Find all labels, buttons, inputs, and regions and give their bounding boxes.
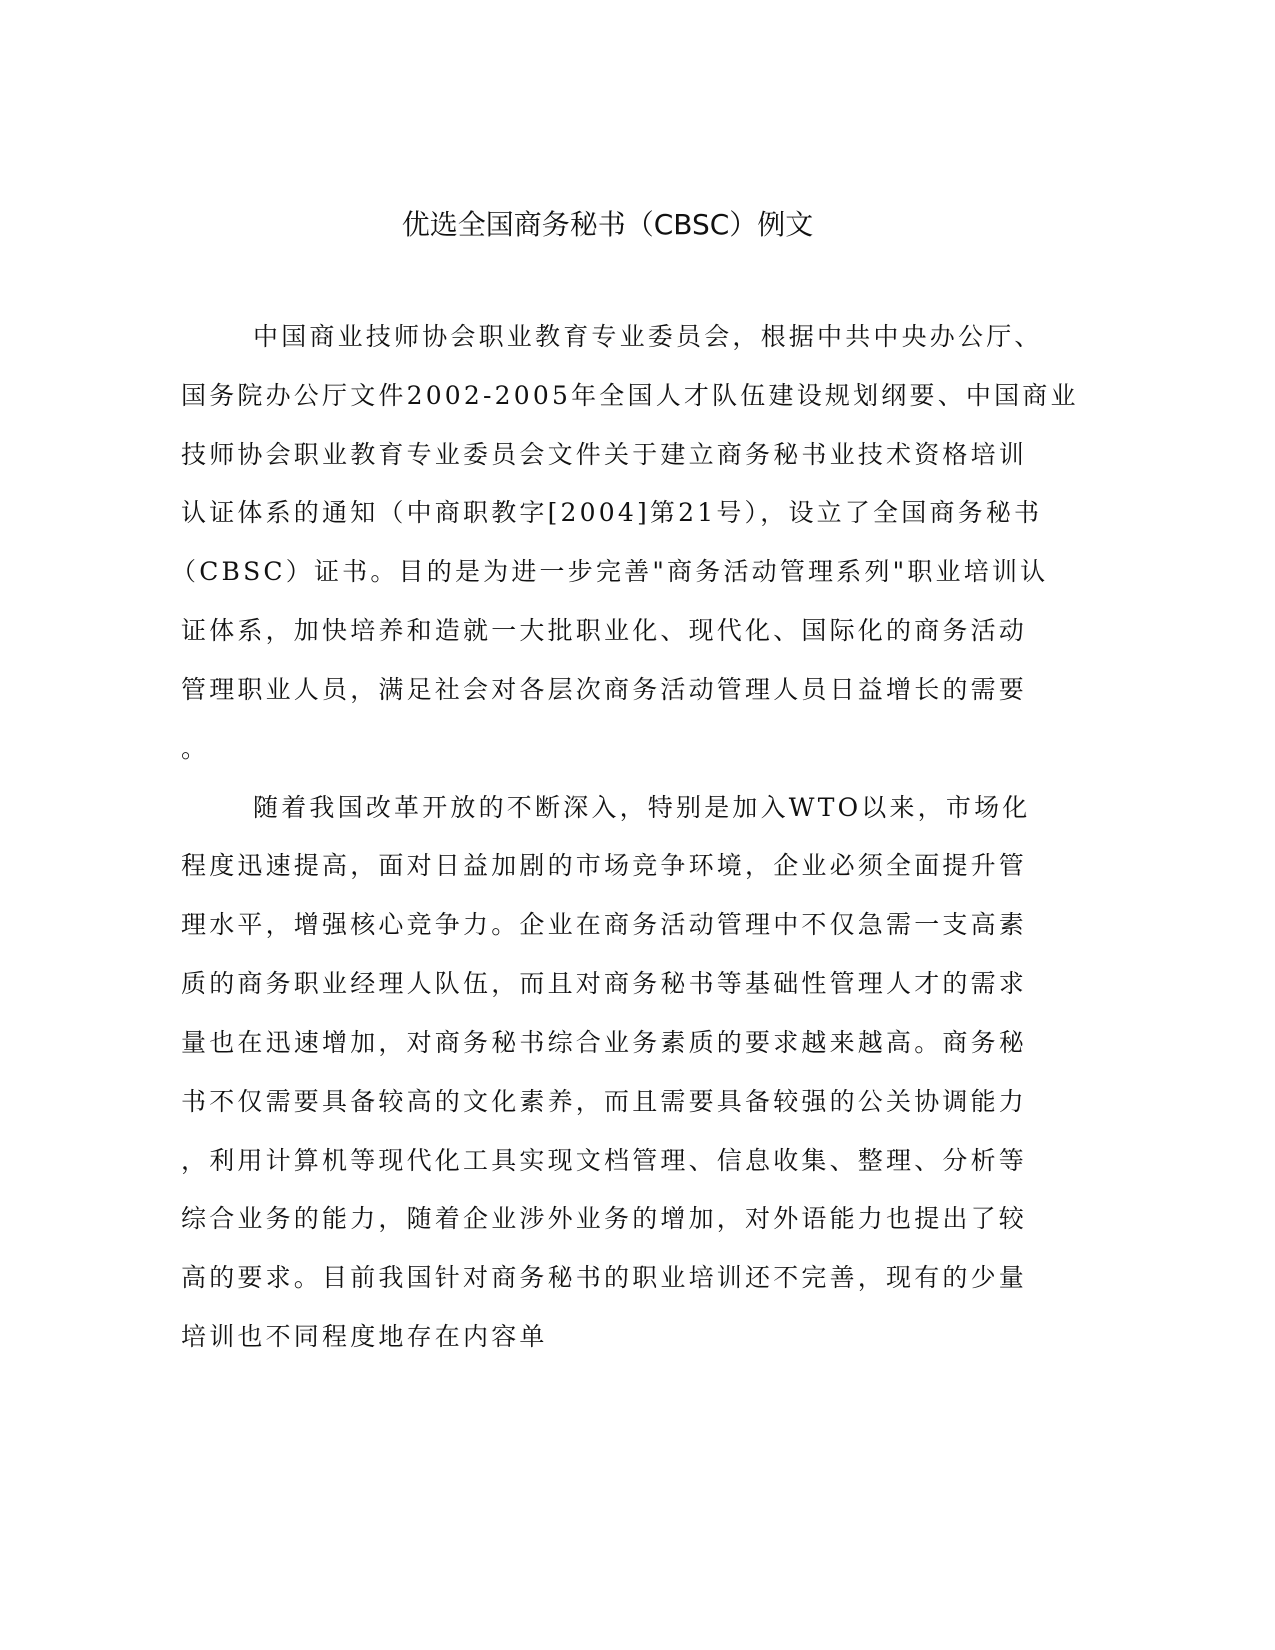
text-line: 随着我国改革开放的不断深入，特别是加入WTO以来，市场化 bbox=[253, 793, 1031, 822]
text-line: 。 bbox=[181, 734, 210, 763]
text-line: 质的商务职业经理人队伍，而且对商务秘书等基础性管理人才的需求 bbox=[181, 969, 1028, 998]
text-line: 中国商业技师协会职业教育专业委员会，根据中共中央办公厅、 bbox=[253, 322, 1043, 351]
text-line: 管理职业人员，满足社会对各层次商务活动管理人员日益增长的需要 bbox=[181, 675, 1028, 704]
text-line: 量也在迅速增加，对商务秘书综合业务素质的要求越来越高。商务秘 bbox=[181, 1028, 1028, 1057]
text-line: ，利用计算机等现代化工具实现文档管理、信息收集、整理、分析等 bbox=[181, 1146, 1028, 1175]
text-line: 程度迅速提高，面对日益加剧的市场竞争环境，企业必须全面提升管 bbox=[181, 851, 1028, 880]
text-line: 书不仅需要具备较高的文化素养，而且需要具备较强的公关协调能力 bbox=[181, 1087, 1028, 1116]
text-line: 技师协会职业教育专业委员会文件关于建立商务秘书业技术资格培训 bbox=[181, 440, 1028, 469]
document-title: 优选全国商务秘书（CBSC）例文 bbox=[401, 208, 814, 241]
text-line: （CBSC）证书。目的是为进一步完善"商务活动管理系列"职业培训认 bbox=[171, 557, 1049, 586]
text-line: 证体系，加快培养和造就一大批职业化、现代化、国际化的商务活动 bbox=[181, 616, 1028, 645]
text-line: 认证体系的通知（中商职教字[2004]第21号），设立了全国商务秘书 bbox=[181, 498, 1043, 527]
text-line: 综合业务的能力，随着企业涉外业务的增加，对外语能力也提出了较 bbox=[181, 1204, 1028, 1233]
text-line: 培训也不同程度地存在内容单 bbox=[181, 1322, 548, 1351]
text-line: 高的要求。目前我国针对商务秘书的职业培训还不完善，现有的少量 bbox=[181, 1263, 1028, 1292]
text-line: 国务院办公厅文件2002-2005年全国人才队伍建设规划纲要、中国商业 bbox=[181, 381, 1079, 410]
text-line: 理水平，增强核心竞争力。企业在商务活动管理中不仅急需一支高素 bbox=[181, 910, 1028, 939]
